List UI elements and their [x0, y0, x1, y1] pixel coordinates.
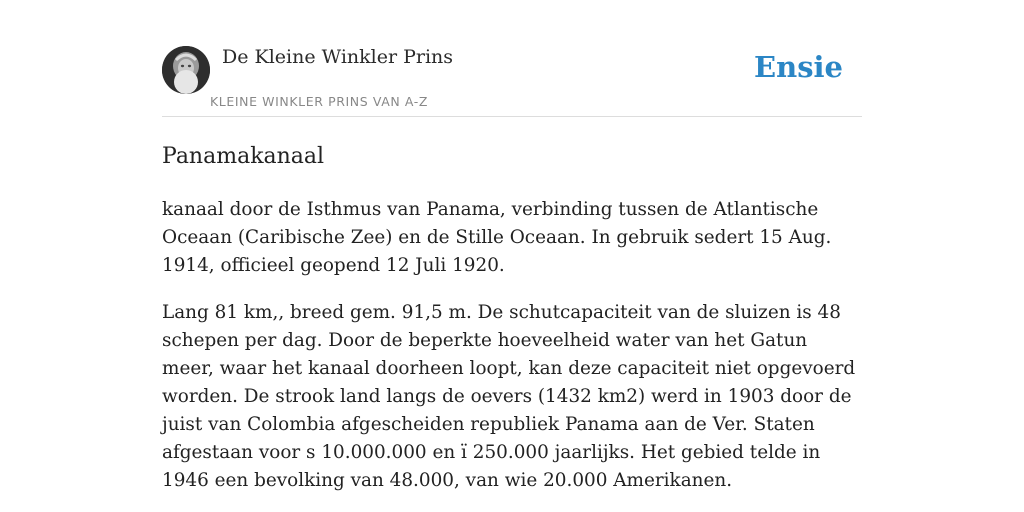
source-subtitle[interactable]: KLEINE WINKLER PRINS VAN A-Z [210, 94, 429, 109]
source-header [162, 0, 862, 117]
author-avatar[interactable] [162, 46, 210, 94]
author-portrait-icon [162, 46, 210, 94]
entry-paragraph: Lang 81 km,, breed gem. 91,5 m. De schutcapaciteit van de sluizen is 48 schepen per dag. Door de beperkte hoeveelheid water van het Gatun meer, waar het kanaal doorheen loopt, kan deze capaciteit niet opgevoerd worden. De strook land langs de oevers (1432 km2) werd in 1903 door de juist van Colombia afgescheiden republiek Panama aan de Ver. Staten afgestaan voor s 10.000.000 en ï 250.000 jaarlijks. Het gebied telde in 1946 een bevolking van 48.000, van wie 20.000 Amerikanen. [162, 302, 856, 491]
entry-title: Panamakanaal [162, 144, 325, 169]
entry-body [162, 196, 862, 495]
ensie-logo-link[interactable]: Ensie [754, 50, 843, 84]
entry-paragraph: kanaal door de Isthmus van Panama, verbinding tussen de Atlantische Oceaan (Caribische Zee) en de Stille Oceaan. In gebruik sedert 15 Aug. 1914, officieel geopend 12 Juli 1920. [162, 199, 832, 276]
source-title[interactable]: De Kleine Winkler Prins [222, 46, 454, 68]
page [162, 0, 862, 495]
